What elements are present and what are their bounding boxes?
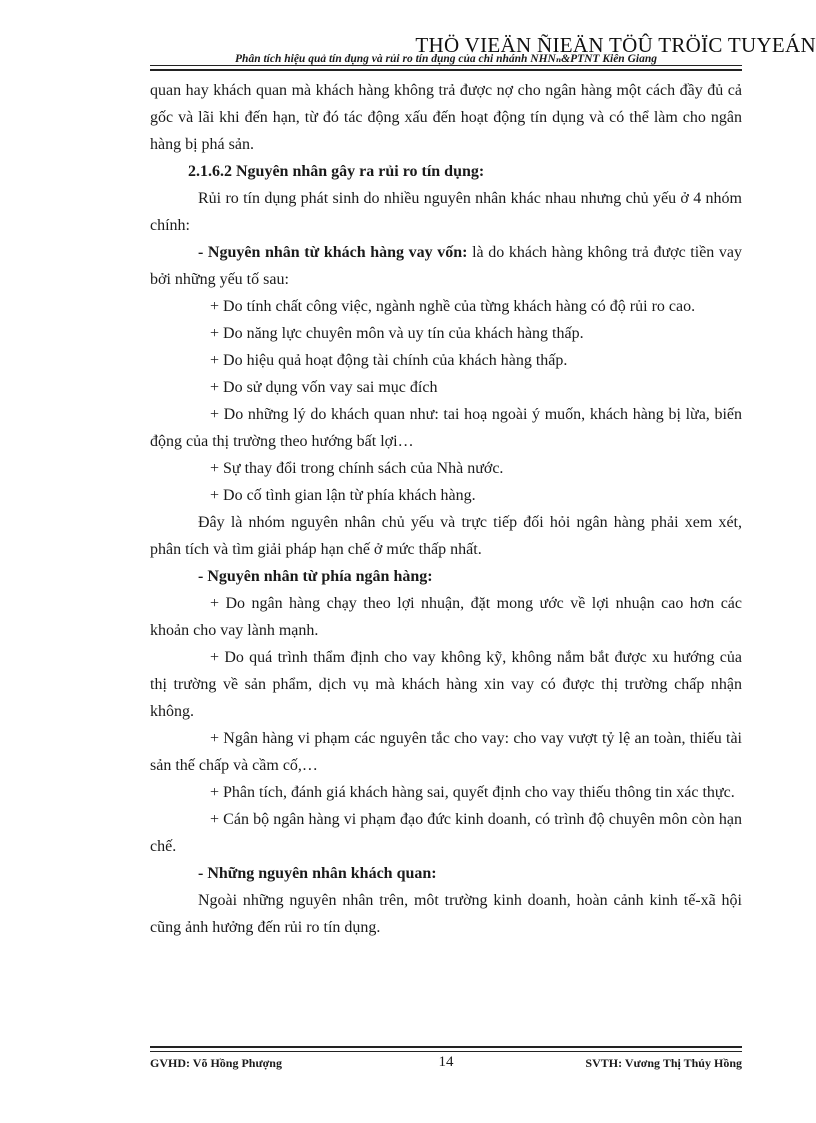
- list-item: + Ngân hàng vi phạm các nguyên tắc cho vay: cho vay vượt tỷ lệ an toàn, thiếu tài sản thế chấp và cầm cố,…: [150, 730, 742, 774]
- list-item: + Do ngân hàng chạy theo lợi nhuận, đặt mong ước về lợi nhuận cao hơn các khoản cho vay lành mạnh.: [150, 595, 742, 639]
- header-rule: [150, 65, 742, 71]
- watermark-text: THÖ VIEÄN ÑIEÄN TÖÛ TRÖÏC TUYEÁN: [415, 33, 816, 57]
- page-number: 14: [438, 1054, 454, 1070]
- footer-rule: [150, 1046, 742, 1052]
- list-item: + Do cố tình gian lận từ phía khách hàng.: [210, 487, 476, 504]
- footer-advisor: GVHD: Võ Hồng Phượng: [150, 1056, 282, 1070]
- cause-group-bank: [150, 563, 742, 590]
- list-item: + Sự thay đổi trong chính sách của Nhà nước.: [210, 460, 504, 477]
- list-item: + Do năng lực chuyên môn và uy tín của khách hàng thấp.: [210, 325, 584, 342]
- cause-group-title: - Nguyên nhân từ khách hàng vay vốn:: [198, 244, 468, 261]
- list-item: + Do sử dụng vốn vay sai mục đích: [210, 379, 438, 396]
- list-item: + Cán bộ ngân hàng vi phạm đạo đức kinh doanh, có trình độ chuyên môn còn hạn chế.: [150, 811, 742, 855]
- running-header: Phân tích hiệu quả tín dụng và rủi ro tín dụng của chi nhánh NHNₙ&PTNT Kiên Giang: [235, 53, 657, 65]
- cause-group-title: - Nguyên nhân từ phía ngân hàng:: [198, 568, 433, 585]
- cause-group-objective: [150, 860, 742, 887]
- list-item: + Do quá trình thẩm định cho vay không kỹ, không nắm bắt được xu hướng của thị trường về sản phẩm, dịch vụ mà khách hàng xin vay có được thị trường chấp nhận không.: [150, 649, 742, 720]
- cause-group-text: là do khách hàng không trả được tiền vay bởi những yếu tố sau:: [150, 244, 742, 288]
- list-item: + Phân tích, đánh giá khách hàng sai, quyết định cho vay thiếu thông tin xác thực.: [210, 784, 735, 801]
- paragraph-closing: Ngoài những nguyên nhân trên, môt trường kinh doanh, hoàn cảnh kinh tế-xã hội cũng ảnh hưởng đến rủi ro tín dụng.: [150, 892, 742, 936]
- paragraph-intro: quan hay khách quan mà khách hàng không trả được nợ cho ngân hàng một cách đầy đủ cả gốc và lãi khi đến hạn, từ đó tác động xấu đến hoạt động tín dụng và có thể làm cho ngân hàng bị phá sản.: [150, 82, 742, 153]
- page-body: [150, 77, 742, 941]
- cause-group-title: - Những nguyên nhân khách quan:: [198, 865, 437, 882]
- list-item: + Do tính chất công việc, ngành nghề của từng khách hàng có độ rủi ro cao.: [210, 298, 696, 315]
- cause-group-customer: [150, 239, 742, 293]
- paragraph-summary: Đây là nhóm nguyên nhân chủ yếu và trực tiếp đối hỏi ngân hàng phải xem xét, phân tích và tìm giải pháp hạn chế ở mức thấp nhất.: [150, 514, 742, 558]
- list-item: + Do những lý do khách quan như: tai hoạ ngoài ý muốn, khách hàng bị lừa, biến động của thị trường theo hướng bất lợi…: [150, 406, 742, 450]
- footer-student: SVTH: Vương Thị Thúy Hồng: [585, 1056, 742, 1070]
- section-heading: 2.1.6.2 Nguyên nhân gây ra rủi ro tín dụng:: [188, 163, 485, 180]
- list-item: + Do hiệu quả hoạt động tài chính của khách hàng thấp.: [210, 352, 568, 369]
- paragraph-overview: Rủi ro tín dụng phát sinh do nhiều nguyên nhân khác nhau nhưng chủ yếu ở 4 nhóm chính:: [150, 190, 742, 234]
